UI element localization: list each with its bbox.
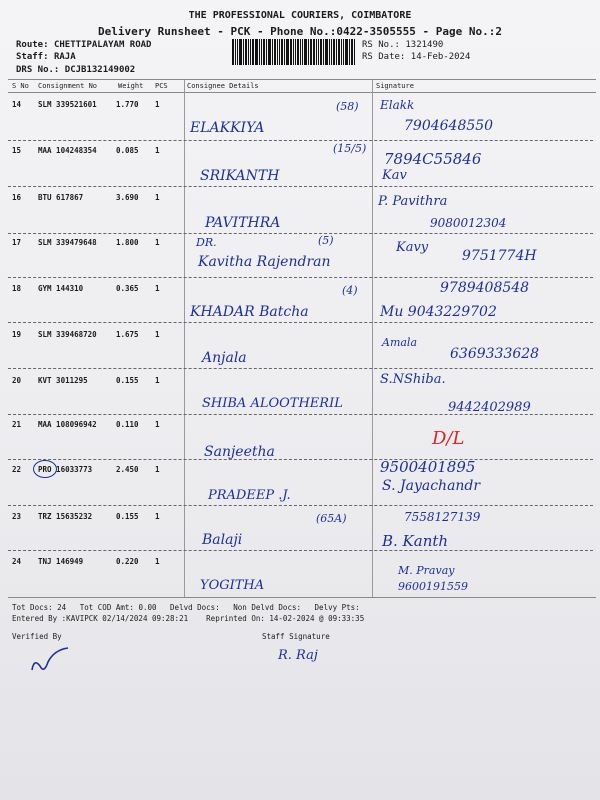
- handwritten-consignee: ELAKKIYA: [190, 120, 265, 136]
- rs-date-line: RS Date: 14-Feb-2024: [362, 52, 471, 62]
- row-consignment: KVT 3011295: [38, 376, 88, 385]
- handwritten-consignee: Kavitha Rajendran: [198, 254, 331, 270]
- handwritten-note: (65A): [316, 512, 347, 525]
- row-weight: 0.110: [116, 420, 139, 429]
- handwritten-note: (58): [336, 100, 359, 113]
- drs-line: DRS No.: DCJB132149002: [16, 65, 136, 75]
- row-consignment: GYM 144310: [38, 284, 84, 293]
- row-separator: [8, 459, 593, 460]
- row-sno: 17: [12, 238, 22, 247]
- handwritten-signature: S. Jayachandr: [382, 478, 481, 494]
- row-sno: 22: [12, 465, 22, 474]
- row-pcs: 1: [155, 420, 160, 429]
- row-pcs: 1: [155, 465, 160, 474]
- row-separator: [8, 140, 593, 141]
- row-pcs: 1: [155, 146, 160, 155]
- handwritten-signature: M. Pravay: [398, 564, 455, 577]
- handwritten-phone: 9442402989: [448, 400, 531, 415]
- row-weight: 3.690: [116, 193, 139, 202]
- row-consignment: PRO 16033773: [38, 465, 93, 474]
- row-pcs: 1: [155, 330, 160, 339]
- handwritten-signature: Amala: [382, 336, 418, 349]
- handwritten-consignee: SRIKANTH: [200, 168, 280, 184]
- handwritten-phone: 6369333628: [450, 346, 540, 362]
- handwritten-phone: 7558127139: [404, 510, 481, 524]
- row-pcs: 1: [155, 193, 160, 202]
- handwritten-note: (15/5): [333, 142, 367, 155]
- row-sno: 14: [12, 100, 22, 109]
- row-separator: [8, 505, 593, 506]
- col-consignment: Consignment No: [38, 82, 98, 90]
- handwritten-note: (4): [342, 284, 358, 297]
- row-separator: [8, 233, 593, 234]
- row-sno: 23: [12, 512, 22, 521]
- handwritten-consignee: KHADAR Batcha: [190, 304, 309, 320]
- table-top-rule: [8, 79, 596, 80]
- entered-by-line: Entered By :KAVIPCK 02/14/2024 09:28:21 Reprinted On: 14-02-2024 @ 09:33:35: [12, 614, 365, 623]
- row-consignment: TNJ 146949: [38, 557, 84, 566]
- row-consignment: MAA 104248354: [38, 146, 97, 155]
- handwritten-note: (5): [318, 234, 334, 247]
- row-separator: [8, 322, 593, 323]
- barcode-image: [232, 39, 370, 65]
- handwritten-signature: Kav: [382, 168, 407, 183]
- row-consignment: TRZ 15635232: [38, 512, 93, 521]
- row-sno: 20: [12, 376, 22, 385]
- handwritten-consignee: Balaji: [202, 532, 243, 548]
- staff-line: Staff: RAJA: [16, 52, 76, 62]
- handwritten-phone: 9789408548: [440, 280, 530, 296]
- handwritten-phone: 9500401895: [380, 458, 476, 476]
- row-weight: 0.085: [116, 146, 139, 155]
- row-separator: [8, 550, 593, 551]
- handwritten-signature: Kavy: [396, 240, 429, 255]
- runsheet-title: Delivery Runsheet - PCK - Phone No.:0422-3505555 - Page No.:2: [98, 25, 502, 38]
- handwritten-title: DR.: [196, 236, 217, 249]
- row-consignment: SLM 339479648: [38, 238, 97, 247]
- handwritten-consignee: PAVITHRA: [205, 215, 281, 231]
- row-weight: 1.675: [116, 330, 139, 339]
- staff-signature-label: Staff Signature: [262, 632, 330, 641]
- row-weight: 1.770: [116, 100, 139, 109]
- row-consignment: SLM 339521601: [38, 100, 97, 109]
- row-sno: 18: [12, 284, 22, 293]
- handwritten-consignee: Anjala: [202, 350, 247, 366]
- handwritten-consignee: PRADEEP .J.: [208, 488, 291, 503]
- row-separator: [8, 368, 593, 369]
- row-weight: 2.450: [116, 465, 139, 474]
- handwritten-signature: S.NShiba.: [380, 372, 446, 387]
- row-sno: 19: [12, 330, 22, 339]
- handwritten-consignee: SHIBA ALOOTHERIL: [202, 396, 343, 411]
- row-weight: 0.155: [116, 376, 139, 385]
- handwritten-signature: Mu 9043229702: [380, 304, 497, 320]
- row-weight: 0.365: [116, 284, 139, 293]
- consignee-divider: [184, 80, 185, 598]
- row-sno: 16: [12, 193, 22, 202]
- row-weight: 0.220: [116, 557, 139, 566]
- handwritten-phone: 9751774H: [462, 248, 537, 264]
- handwritten-phone: 9080012304: [430, 216, 507, 230]
- row-sno: 21: [12, 420, 22, 429]
- handwritten-consignee: Sanjeetha: [204, 444, 275, 460]
- handwritten-phone: 7904648550: [404, 118, 494, 134]
- row-weight: 0.155: [116, 512, 139, 521]
- circle-mark-icon: [33, 460, 57, 478]
- row-pcs: 1: [155, 100, 160, 109]
- table-bottom-rule: [8, 597, 596, 598]
- col-pcs: PCS: [155, 82, 168, 90]
- handwritten-signature: B. Kanth: [382, 532, 449, 550]
- col-sno: S No: [12, 82, 29, 90]
- row-pcs: 1: [155, 512, 160, 521]
- row-consignment: BTU 617867: [38, 193, 84, 202]
- col-consignee: Consignee Details: [187, 82, 259, 90]
- handwritten-signature: Elakk: [380, 98, 415, 112]
- totals-line: Tot Docs: 24 Tot COD Amt: 0.00 Delvd Docs: Non Delvd Docs: Delvy Pts:: [12, 603, 360, 612]
- row-weight: 1.800: [116, 238, 139, 247]
- table-header-rule: [8, 92, 596, 93]
- route-line: Route: CHETTIPALAYAM ROAD: [16, 40, 152, 50]
- handwritten-consignee: YOGITHA: [200, 578, 265, 593]
- company-title: THE PROFESSIONAL COURIERS, COIMBATORE: [188, 10, 412, 21]
- staff-signature: R. Raj: [278, 648, 318, 663]
- signature-divider: [372, 80, 373, 598]
- row-sno: 24: [12, 557, 22, 566]
- handwritten-phone: 7894C55846: [384, 150, 482, 168]
- row-pcs: 1: [155, 284, 160, 293]
- row-separator: [8, 186, 593, 187]
- row-pcs: 1: [155, 557, 160, 566]
- col-weight: Weight: [118, 82, 144, 90]
- handwritten-signature: P. Pavithra: [378, 194, 448, 209]
- rs-no-line: RS No.: 1321490: [362, 40, 444, 50]
- row-pcs: 1: [155, 238, 160, 247]
- handwritten-phone: 9600191559: [398, 580, 468, 593]
- row-sno: 15: [12, 146, 22, 155]
- row-consignment: MAA 108096942: [38, 420, 97, 429]
- verified-by-label: Verified By: [12, 632, 62, 641]
- verified-signature-icon: [28, 644, 78, 674]
- row-separator: [8, 277, 593, 278]
- row-pcs: 1: [155, 376, 160, 385]
- handwritten-status-mark: D/L: [432, 428, 465, 449]
- row-consignment: SLM 339468720: [38, 330, 97, 339]
- col-signature: Signature: [376, 82, 414, 90]
